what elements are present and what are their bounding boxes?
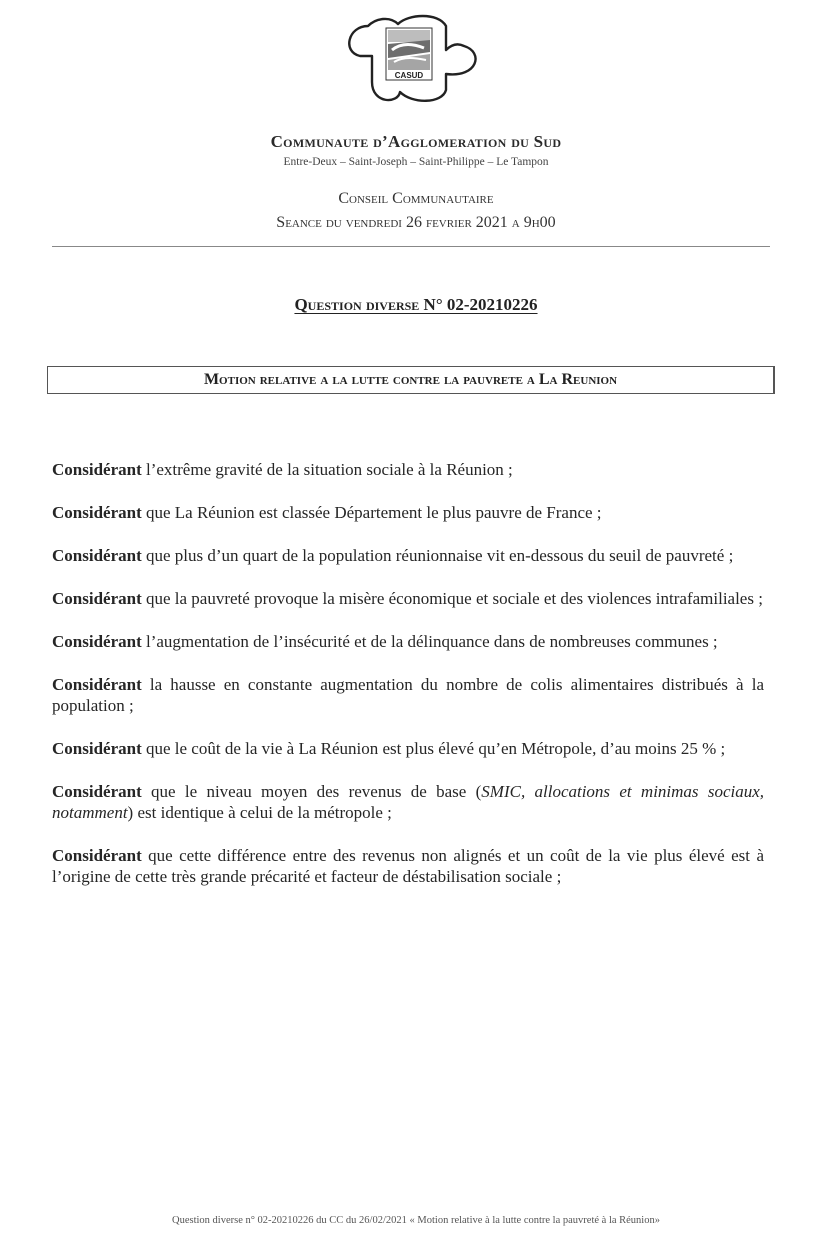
session-date: Seance du vendredi 26 fevrier 2021 a 9h00 <box>276 214 556 231</box>
considerant-paragraph: Considérant que le coût de la vie à La Réunion est plus élevé qu’en Métropole, d’au moins 25 % ; <box>52 739 726 758</box>
motion-title-box <box>47 366 775 394</box>
considerant-paragraph: Considérant que La Réunion est classée Département le plus pauvre de France ; <box>52 503 602 522</box>
organization-name: Communaute d’Agglomeration du Sud <box>270 132 562 151</box>
question-title-text: Question diverse N° 02-20210226 <box>294 295 538 314</box>
header-divider <box>52 246 770 247</box>
considerant-paragraph: Considérant l’extrême gravité de la situation sociale à la Réunion ; <box>52 460 513 479</box>
page-footer: Question diverse n° 02-20210226 du CC du 26/02/2021 « Motion relative à la lutte contre la pauvreté à la Réunion» <box>172 1215 660 1226</box>
member-communes: Entre-Deux – Saint-Joseph – Saint-Philippe – Le Tampon <box>283 156 549 168</box>
casud-logo <box>338 12 488 108</box>
council-name: Conseil Communautaire <box>338 190 494 207</box>
logo-text: CASUD <box>394 71 424 80</box>
considerant-paragraph: Considérant que la pauvreté provoque la misère économique et sociale et des violences intrafamiliales ; <box>52 589 763 608</box>
considerant-paragraph: Considérant que le niveau moyen des revenus de base (SMIC, allocations et minimas sociaux, notamment) est identique à celui de la métropole ; <box>52 782 765 822</box>
question-title <box>0 295 832 315</box>
considerants-list <box>52 459 764 909</box>
motion-title: Motion relative a la lutte contre la pauvrete a La Reunion <box>203 371 618 388</box>
considerant-paragraph: Considérant la hausse en constante augmentation du nombre de colis alimentaires distribués à la population ; <box>52 675 764 715</box>
considerant-paragraph: Considérant que plus d’un quart de la population réunionnaise vit en-dessous du seuil de pauvreté ; <box>52 546 734 565</box>
considerant-paragraph: Considérant que cette différence entre des revenus non alignés et un coût de la vie plus élevé est à l’origine de cette très grande précarité et facteur de déstabilisation sociale ; <box>52 846 764 886</box>
considerant-paragraph: Considérant l’augmentation de l’insécurité et de la délinquance dans de nombreuses communes ; <box>52 632 718 651</box>
